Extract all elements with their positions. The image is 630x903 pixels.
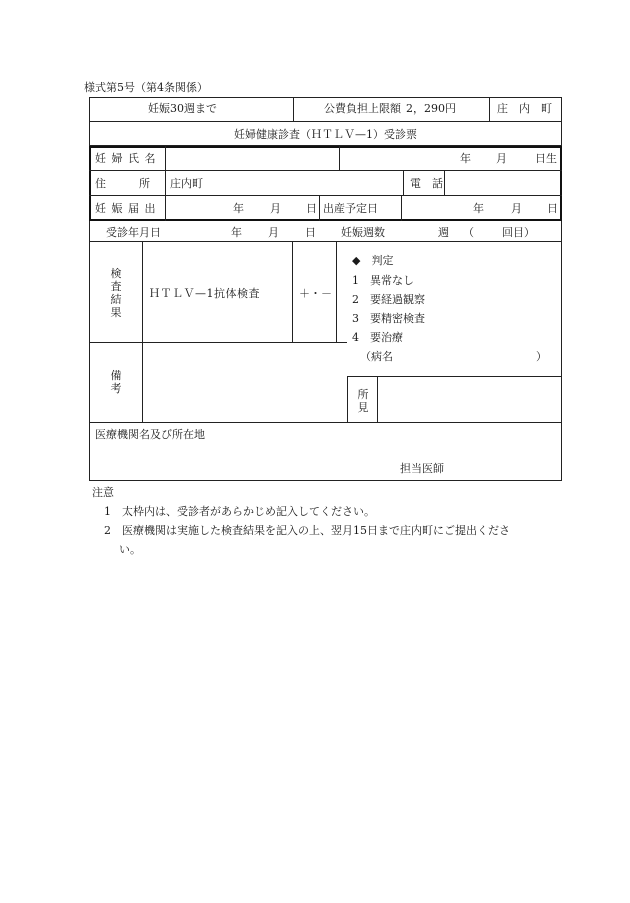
visit-count-label: 回目） [502,226,535,239]
report-month-label: 月 [270,202,281,215]
address-value[interactable]: 庄内町 [170,177,203,190]
visit-date-label: 受診年月日 [106,226,161,239]
pregnancy-report-label: 妊 娠 届 出 [95,202,157,215]
weeks-until-label: 妊娠30週まで [148,102,217,115]
weeks-unit: 週 [438,226,449,239]
findings-label: 所見 [357,388,369,414]
birth-month-label: 月 [496,152,507,165]
due-month-label: 月 [511,202,522,215]
visit-month-label: 月 [268,226,279,239]
judgment-item[interactable]: 4 要治療 [352,331,403,344]
pregnancy-weeks-label: 妊娠週数 [341,226,385,239]
judgment-item[interactable]: 3 要精密検査 [352,312,425,325]
form-title: 妊婦健康診査（ＨＴＬＶ—1）受診票 [234,128,417,141]
cost-limit-label: 公費負担上限額 [324,102,401,115]
judgment-item[interactable]: 2 要経過観察 [352,293,425,306]
cost-limit-amount: 2，290円 [406,102,456,115]
due-year-label: 年 [473,202,484,215]
address-label: 住 所 [95,177,150,190]
notes-heading: 注意 [92,486,114,499]
note-item: 1 太枠内は、受診者があらかじめ記入してください。 [104,505,375,518]
report-year-label: 年 [233,202,244,215]
judgment-item[interactable]: 1 異常なし [352,274,414,287]
phone-input[interactable] [446,172,558,193]
phone-label: 電 話 [410,177,443,190]
report-day-label: 日 [306,202,317,215]
disease-name-close: ） [536,350,547,363]
judgment-heading: ◆ 判定 [352,254,394,267]
note-item: い。 [119,543,141,556]
town-name: 庄 内 町 [497,102,552,115]
name-label: 妊 婦 氏 名 [95,152,157,165]
result-options[interactable]: ＋・－ [299,287,332,300]
disease-name-label: （病名 [360,350,393,363]
due-date-label: 出産予定日 [323,202,378,215]
birth-year-label: 年 [460,152,471,165]
visit-year-label: 年 [231,226,242,239]
remarks-label: 備考 [110,369,122,395]
htlv-test-name: ＨＴＬＶ—1抗体検査 [149,287,260,300]
due-day-label: 日 [547,202,558,215]
note-item: 2 医療機関は実施した検査結果を記入の上、翌月15日まで庄内町にご提出くださ [104,524,510,537]
visit-day-label: 日 [305,226,316,239]
visit-count-open: （ [463,226,474,239]
exam-results-label: 検査結果 [110,267,122,319]
doctor-label: 担当医師 [400,462,444,475]
birth-day-label: 日生 [535,152,557,165]
form-number: 様式第5号（第4条関係） [84,81,208,94]
institution-label: 医療機関名及び所在地 [95,428,205,441]
name-input[interactable] [168,148,338,169]
